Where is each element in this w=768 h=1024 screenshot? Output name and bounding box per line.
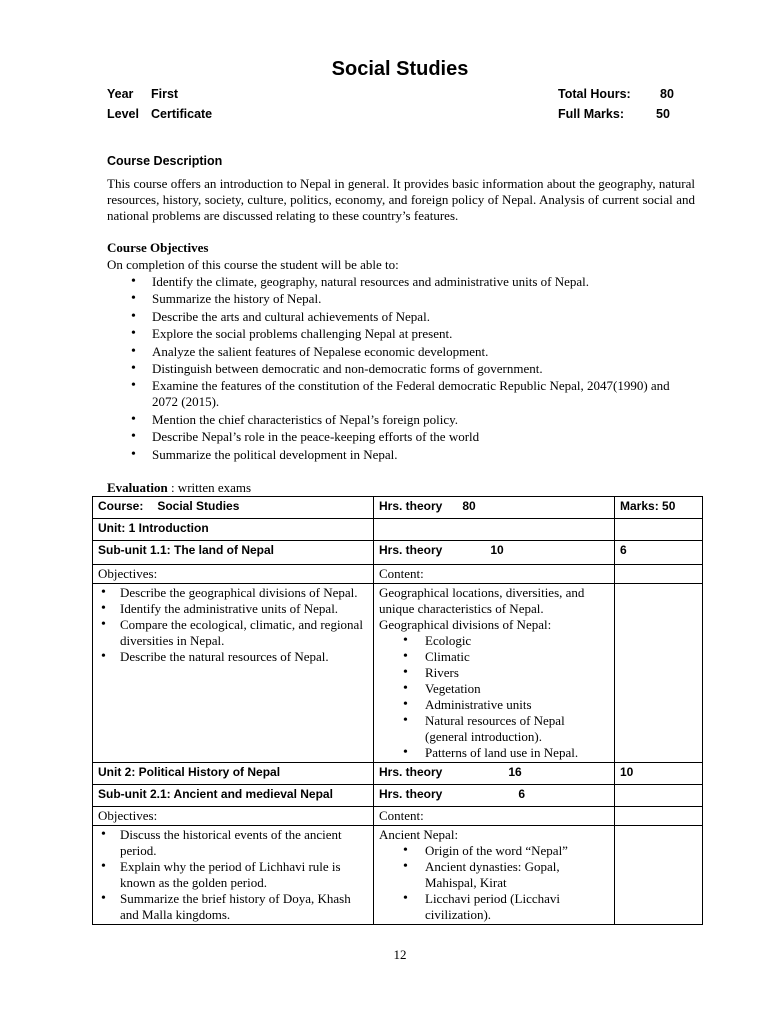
content-label-cell: Content: bbox=[374, 565, 615, 584]
total-hours-value: 80 bbox=[660, 87, 674, 101]
list-item: • Vegetation bbox=[379, 681, 609, 697]
evaluation-text: : written exams bbox=[167, 480, 252, 495]
list-item: • Describe the geographical divisions of Nepal. bbox=[98, 585, 368, 601]
table-row bbox=[93, 541, 703, 565]
list-item: • Compare the ecological, climatic, and regional diversities in Nepal. bbox=[98, 617, 368, 649]
table-row bbox=[93, 785, 703, 807]
subunit-1-1-content-cell bbox=[374, 584, 615, 763]
objective-item: • Describe Nepal’s role in the peace-keeping efforts of the world bbox=[107, 429, 697, 445]
year-value: First bbox=[151, 87, 179, 101]
objective-item: • Identify the climate, geography, natural resources and administrative units of Nepal. bbox=[107, 274, 697, 290]
list-item: • Identify the administrative units of Nepal. bbox=[98, 601, 368, 617]
list-item: • Ecologic bbox=[379, 633, 609, 649]
table-row bbox=[93, 565, 703, 584]
list-item: • Describe the natural resources of Nepal. bbox=[98, 649, 368, 665]
course-objectives-list bbox=[107, 274, 697, 464]
list-item: • Natural resources of Nepal (general introduction). bbox=[379, 713, 609, 745]
subunit-2-1-cell: Sub-unit 2.1: Ancient and medieval Nepal bbox=[93, 785, 374, 807]
total-hours-label: Total Hours: bbox=[558, 87, 631, 101]
objectives-label-cell: Objectives: bbox=[93, 565, 374, 584]
evaluation-label: Evaluation bbox=[107, 480, 168, 495]
table-row bbox=[93, 807, 703, 826]
unit-2-cell: Unit 2: Political History of Nepal bbox=[93, 763, 374, 785]
objective-item: • Distinguish between democratic and non-democratic forms of government. bbox=[107, 361, 697, 377]
list-item: • Explain why the period of Lichhavi rule is known as the golden period. bbox=[98, 859, 368, 891]
content-intro: Ancient Nepal: bbox=[379, 827, 459, 842]
objective-item: • Mention the chief characteristics of Nepal’s foreign policy. bbox=[107, 412, 697, 428]
list-item: • Licchavi period (Licchavi civilization). bbox=[379, 891, 609, 923]
list-item: • Discuss the historical events of the ancient period. bbox=[98, 827, 368, 859]
unit-1-cell: Unit: 1 Introduction bbox=[93, 519, 374, 541]
objective-item: • Analyze the salient features of Nepalese economic development. bbox=[107, 344, 697, 360]
table-row bbox=[93, 763, 703, 785]
objectives-label-cell: Objectives: bbox=[93, 807, 374, 826]
list-item: • Rivers bbox=[379, 665, 609, 681]
level-label: Level bbox=[107, 107, 139, 121]
page-number: 12 bbox=[393, 947, 407, 962]
objective-item: • Summarize the history of Nepal. bbox=[107, 291, 697, 307]
objective-item: • Examine the features of the constitution of the Federal democratic Republic Nepal, 2047(1990) and 2072 (2015). bbox=[107, 378, 697, 410]
list-item: • Origin of the word “Nepal” bbox=[379, 843, 609, 859]
subunit-1-1-hrs-cell: Hrs. theory 10 bbox=[374, 541, 615, 565]
unit-2-hrs-cell: Hrs. theory 16 bbox=[374, 763, 615, 785]
subunit-1-1-marks-cell: 6 bbox=[615, 541, 703, 565]
objective-item: • Summarize the political development in Nepal. bbox=[107, 447, 697, 463]
content-label-cell: Content: bbox=[374, 807, 615, 826]
subunit-1-1-cell: Sub-unit 1.1: The land of Nepal bbox=[93, 541, 374, 565]
subunit-2-1-objectives-cell bbox=[93, 826, 374, 925]
list-item: • Summarize the brief history of Doya, Khash and Malla kingdoms. bbox=[98, 891, 368, 923]
marks-cell: Marks: 50 bbox=[615, 497, 703, 519]
list-item: • Climatic bbox=[379, 649, 609, 665]
course-description-text: This course offers an introduction to Nepal in general. It provides basic information about the geography, natural resources, history, society, culture, politics, economy, and foreign policy of Nepal. Analysis of current social and national problems are discussed relating to these country’s features. bbox=[107, 176, 695, 223]
course-cell: Course: Social Studies bbox=[93, 497, 374, 519]
table-row bbox=[93, 519, 703, 541]
course-objectives-intro: On completion of this course the student will be able to: bbox=[107, 257, 399, 272]
year-label: Year bbox=[107, 87, 134, 101]
table-row bbox=[93, 826, 703, 925]
objective-item: • Explore the social problems challenging Nepal at present. bbox=[107, 326, 697, 342]
table-row bbox=[93, 584, 703, 763]
full-marks-value: 50 bbox=[656, 107, 670, 121]
subunit-2-1-hrs-cell: Hrs. theory 6 bbox=[374, 785, 615, 807]
level-value: Certificate bbox=[151, 107, 213, 121]
content-intro: Geographical divisions of Nepal: bbox=[379, 617, 552, 632]
course-description-heading: Course Description bbox=[107, 154, 223, 168]
table-row bbox=[93, 497, 703, 519]
list-item: • Patterns of land use in Nepal. bbox=[379, 745, 609, 761]
page-title: Social Studies bbox=[331, 58, 469, 80]
list-item: • Ancient dynasties: Gopal, Mahispal, Kirat bbox=[379, 859, 609, 891]
hrs-theory-cell: Hrs. theory 80 bbox=[374, 497, 615, 519]
subunit-2-1-content-cell bbox=[374, 826, 615, 925]
objective-item: • Describe the arts and cultural achievements of Nepal. bbox=[107, 309, 697, 325]
full-marks-label: Full Marks: bbox=[558, 107, 624, 121]
subunit-1-1-objectives-cell bbox=[93, 584, 374, 763]
list-item: • Administrative units bbox=[379, 697, 609, 713]
evaluation-line bbox=[107, 480, 251, 496]
content-intro: Geographical locations, diversities, and unique characteristics of Nepal. bbox=[379, 585, 585, 616]
unit-2-marks-cell: 10 bbox=[615, 763, 703, 785]
course-objectives-heading: Course Objectives bbox=[107, 240, 209, 255]
course-table bbox=[92, 496, 703, 925]
